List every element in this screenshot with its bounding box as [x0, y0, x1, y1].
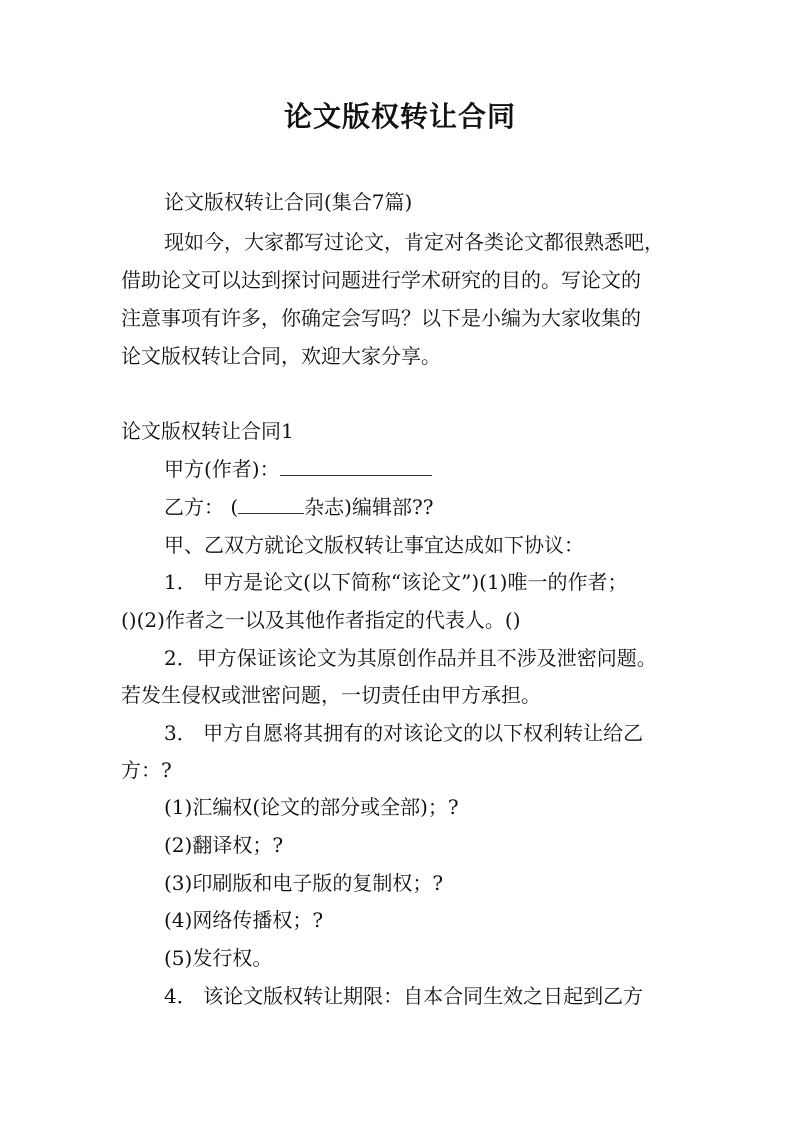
- party-a-blank: [280, 455, 432, 476]
- party-b-label: 乙方： (: [164, 495, 239, 519]
- intro-line-2: 借助论文可以达到探讨问题进行学术研究的目的。写论文的: [121, 268, 641, 292]
- party-a-label: 甲方(作者)：: [164, 457, 280, 481]
- clause-2-line-1: 2．甲方保证该论文为其原创作品并且不涉及泄密问题。: [164, 646, 657, 670]
- party-a-line: [164, 454, 432, 484]
- party-b-blank: [238, 493, 304, 514]
- clause-4-line-1: 4． 该论文版权转让期限：自本合同生效之日起到乙方: [164, 984, 644, 1008]
- right-item-1: (1)汇编权(论文的部分或全部)；?: [164, 795, 459, 819]
- section-heading: 论文版权转让合同1: [121, 419, 294, 443]
- clause-3-line-2: 方：?: [121, 758, 172, 782]
- clause-2-line-2: 若发生侵权或泄密问题，一切责任由甲方承担。: [121, 683, 541, 707]
- document-title: 论文版权转让合同: [283, 100, 516, 133]
- clause-1-line-1: 1． 甲方是论文(以下简称“该论文”)(1)唯一的作者；: [164, 570, 628, 594]
- right-item-2: (2)翻译权；?: [164, 833, 284, 857]
- right-item-3: (3)印刷版和电子版的复制权；?: [164, 871, 444, 895]
- intro-line-1: 现如今，大家都写过论文，肯定对各类论文都很熟悉吧，: [164, 230, 664, 254]
- clause-3-line-1: 3． 甲方自愿将其拥有的对该论文的以下权利转让给乙: [164, 721, 644, 745]
- party-b-suffix: 杂志)编辑部??: [304, 495, 434, 519]
- intro-line-3: 注意事项有许多，你确定会写吗？以下是小编为大家收集的: [121, 306, 641, 330]
- intro-line-4: 论文版权转让合同，欢迎大家分享。: [121, 344, 441, 368]
- right-item-5: (5)发行权。: [164, 946, 273, 970]
- agreement-line: 甲、乙双方就论文版权转让事宜达成如下协议：: [164, 533, 584, 557]
- right-item-4: (4)网络传播权；?: [164, 908, 324, 932]
- party-b-line: [164, 492, 433, 522]
- subtitle-line: 论文版权转让合同(集合7篇): [164, 190, 413, 214]
- clause-1-line-2: ()(2)作者之一以及其他作者指定的代表人。(): [121, 608, 521, 632]
